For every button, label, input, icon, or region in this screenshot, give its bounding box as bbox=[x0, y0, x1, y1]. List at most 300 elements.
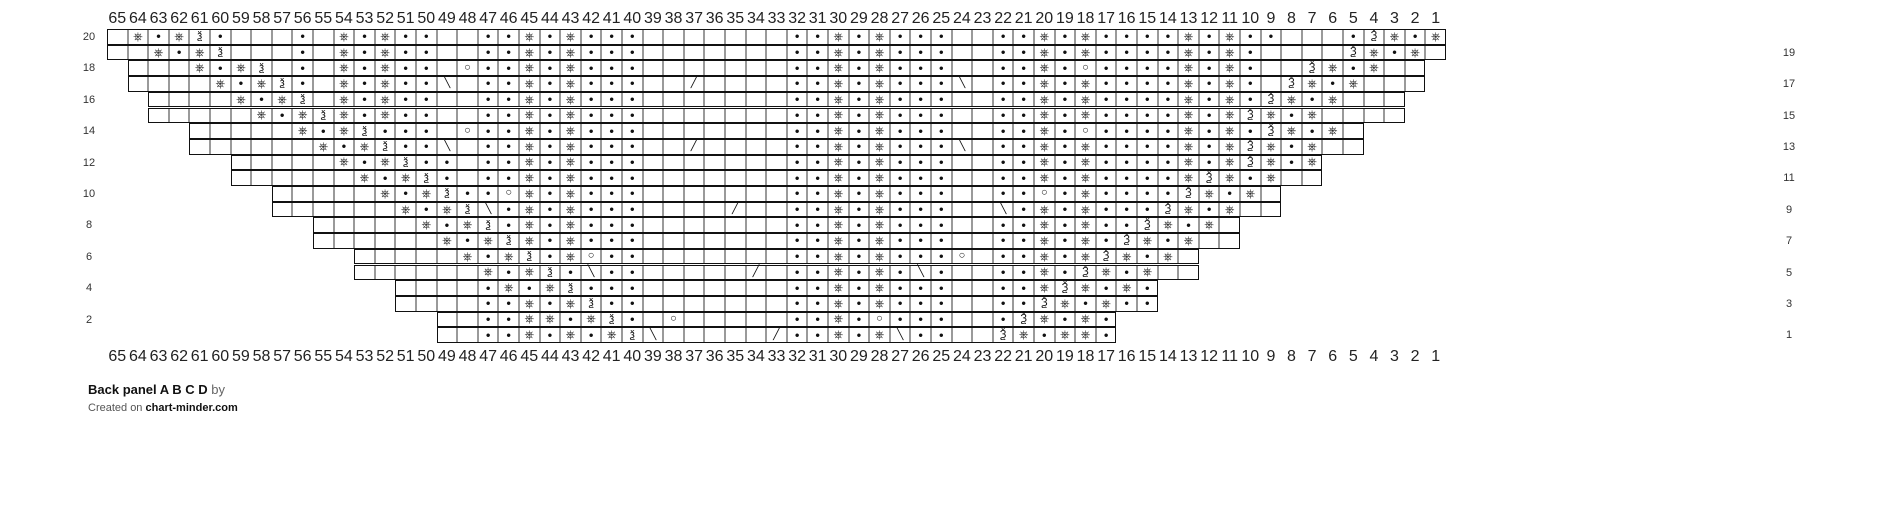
chart-cell[interactable] bbox=[354, 29, 375, 45]
chart-cell[interactable] bbox=[931, 327, 952, 343]
chart-cell[interactable] bbox=[993, 186, 1014, 202]
chart-cell[interactable] bbox=[251, 123, 272, 139]
chart-cell[interactable] bbox=[807, 155, 828, 171]
chart-cell[interactable] bbox=[478, 217, 499, 233]
chart-cell[interactable] bbox=[869, 312, 890, 328]
chart-cell[interactable] bbox=[540, 139, 561, 155]
chart-cell[interactable] bbox=[725, 76, 746, 92]
chart-cell[interactable] bbox=[993, 139, 1014, 155]
chart-cell[interactable] bbox=[622, 108, 643, 124]
chart-cell[interactable] bbox=[560, 139, 581, 155]
chart-cell[interactable] bbox=[395, 45, 416, 61]
chart-cell[interactable] bbox=[540, 233, 561, 249]
chart-cell[interactable] bbox=[807, 217, 828, 233]
chart-cell[interactable] bbox=[540, 45, 561, 61]
chart-cell[interactable] bbox=[1322, 60, 1343, 76]
chart-cell[interactable] bbox=[890, 155, 911, 171]
chart-cell[interactable] bbox=[1281, 92, 1302, 108]
chart-cell[interactable] bbox=[292, 108, 313, 124]
chart-cell[interactable] bbox=[993, 60, 1014, 76]
chart-cell[interactable] bbox=[1055, 92, 1076, 108]
chart-cell[interactable] bbox=[993, 170, 1014, 186]
chart-cell[interactable] bbox=[828, 249, 849, 265]
chart-cell[interactable] bbox=[725, 249, 746, 265]
chart-cell[interactable] bbox=[498, 217, 519, 233]
chart-cell[interactable] bbox=[375, 139, 396, 155]
chart-cell[interactable] bbox=[1137, 296, 1158, 312]
chart-cell[interactable] bbox=[1261, 92, 1282, 108]
chart-cell[interactable] bbox=[1096, 139, 1117, 155]
chart-cell[interactable] bbox=[1281, 139, 1302, 155]
chart-cell[interactable] bbox=[272, 202, 293, 218]
chart-cell[interactable] bbox=[910, 29, 931, 45]
chart-cell[interactable] bbox=[663, 233, 684, 249]
chart-cell[interactable] bbox=[766, 233, 787, 249]
chart-cell[interactable] bbox=[1055, 233, 1076, 249]
chart-cell[interactable] bbox=[1240, 108, 1261, 124]
chart-cell[interactable] bbox=[334, 170, 355, 186]
chart-cell[interactable] bbox=[972, 108, 993, 124]
chart-cell[interactable] bbox=[519, 29, 540, 45]
chart-cell[interactable] bbox=[1013, 186, 1034, 202]
chart-cell[interactable] bbox=[1240, 60, 1261, 76]
chart-cell[interactable] bbox=[581, 139, 602, 155]
chart-cell[interactable] bbox=[272, 60, 293, 76]
chart-cell[interactable] bbox=[189, 92, 210, 108]
chart-cell[interactable] bbox=[622, 45, 643, 61]
chart-cell[interactable] bbox=[952, 233, 973, 249]
chart-cell[interactable] bbox=[540, 280, 561, 296]
chart-cell[interactable] bbox=[519, 233, 540, 249]
chart-cell[interactable] bbox=[766, 76, 787, 92]
chart-cell[interactable] bbox=[334, 29, 355, 45]
chart-cell[interactable] bbox=[169, 29, 190, 45]
chart-cell[interactable] bbox=[746, 76, 767, 92]
chart-cell[interactable] bbox=[766, 108, 787, 124]
chart-cell[interactable] bbox=[704, 123, 725, 139]
chart-cell[interactable] bbox=[807, 92, 828, 108]
chart-cell[interactable] bbox=[601, 296, 622, 312]
chart-cell[interactable] bbox=[334, 155, 355, 171]
chart-cell[interactable] bbox=[643, 233, 664, 249]
chart-cell[interactable] bbox=[313, 186, 334, 202]
chart-cell[interactable] bbox=[1343, 60, 1364, 76]
chart-cell[interactable] bbox=[1075, 296, 1096, 312]
chart-cell[interactable] bbox=[334, 92, 355, 108]
chart-cell[interactable] bbox=[560, 45, 581, 61]
chart-cell[interactable] bbox=[519, 265, 540, 281]
chart-cell[interactable] bbox=[828, 76, 849, 92]
chart-cell[interactable] bbox=[828, 29, 849, 45]
chart-cell[interactable] bbox=[1343, 76, 1364, 92]
chart-cell[interactable] bbox=[1364, 45, 1385, 61]
chart-cell[interactable] bbox=[869, 233, 890, 249]
chart-cell[interactable] bbox=[787, 108, 808, 124]
chart-cell[interactable] bbox=[1013, 296, 1034, 312]
chart-cell[interactable] bbox=[1075, 123, 1096, 139]
chart-cell[interactable] bbox=[292, 170, 313, 186]
chart-cell[interactable] bbox=[684, 170, 705, 186]
chart-cell[interactable] bbox=[849, 170, 870, 186]
chart-cell[interactable] bbox=[1096, 296, 1117, 312]
chart-cell[interactable] bbox=[828, 327, 849, 343]
chart-cell[interactable] bbox=[334, 45, 355, 61]
chart-cell[interactable] bbox=[1178, 45, 1199, 61]
chart-cell[interactable] bbox=[457, 92, 478, 108]
chart-cell[interactable] bbox=[849, 29, 870, 45]
chart-cell[interactable] bbox=[601, 202, 622, 218]
chart-cell[interactable] bbox=[1199, 45, 1220, 61]
chart-cell[interactable] bbox=[437, 108, 458, 124]
chart-cell[interactable] bbox=[1055, 249, 1076, 265]
chart-cell[interactable] bbox=[478, 45, 499, 61]
chart-cell[interactable] bbox=[910, 280, 931, 296]
chart-cell[interactable] bbox=[395, 265, 416, 281]
chart-cell[interactable] bbox=[1178, 217, 1199, 233]
chart-cell[interactable] bbox=[910, 60, 931, 76]
chart-cell[interactable] bbox=[1116, 29, 1137, 45]
chart-cell[interactable] bbox=[787, 123, 808, 139]
chart-cell[interactable] bbox=[437, 312, 458, 328]
chart-cell[interactable] bbox=[643, 312, 664, 328]
chart-cell[interactable] bbox=[1116, 186, 1137, 202]
chart-cell[interactable] bbox=[169, 108, 190, 124]
chart-cell[interactable] bbox=[581, 60, 602, 76]
chart-cell[interactable] bbox=[952, 186, 973, 202]
chart-cell[interactable] bbox=[725, 327, 746, 343]
chart-cell[interactable] bbox=[581, 249, 602, 265]
chart-cell[interactable] bbox=[1158, 60, 1179, 76]
chart-cell[interactable] bbox=[272, 186, 293, 202]
chart-cell[interactable] bbox=[1261, 186, 1282, 202]
chart-cell[interactable] bbox=[869, 139, 890, 155]
chart-cell[interactable] bbox=[1055, 29, 1076, 45]
chart-cell[interactable] bbox=[869, 123, 890, 139]
chart-cell[interactable] bbox=[663, 60, 684, 76]
chart-cell[interactable] bbox=[807, 186, 828, 202]
chart-cell[interactable] bbox=[910, 312, 931, 328]
chart-cell[interactable] bbox=[1075, 233, 1096, 249]
chart-cell[interactable] bbox=[210, 60, 231, 76]
chart-cell[interactable] bbox=[1343, 123, 1364, 139]
chart-cell[interactable] bbox=[787, 170, 808, 186]
chart-cell[interactable] bbox=[107, 45, 128, 61]
chart-cell[interactable] bbox=[684, 312, 705, 328]
chart-cell[interactable] bbox=[457, 45, 478, 61]
chart-cell[interactable] bbox=[560, 249, 581, 265]
chart-cell[interactable] bbox=[272, 170, 293, 186]
chart-cell[interactable] bbox=[478, 92, 499, 108]
chart-cell[interactable] bbox=[622, 312, 643, 328]
chart-cell[interactable] bbox=[684, 123, 705, 139]
chart-cell[interactable] bbox=[313, 45, 334, 61]
chart-cell[interactable] bbox=[560, 186, 581, 202]
chart-cell[interactable] bbox=[1013, 92, 1034, 108]
chart-cell[interactable] bbox=[581, 170, 602, 186]
chart-cell[interactable] bbox=[684, 108, 705, 124]
chart-cell[interactable] bbox=[1013, 233, 1034, 249]
chart-cell[interactable] bbox=[1055, 296, 1076, 312]
chart-cell[interactable] bbox=[581, 296, 602, 312]
chart-cell[interactable] bbox=[540, 327, 561, 343]
chart-cell[interactable] bbox=[849, 327, 870, 343]
chart-cell[interactable] bbox=[684, 327, 705, 343]
chart-cell[interactable] bbox=[313, 139, 334, 155]
chart-cell[interactable] bbox=[540, 202, 561, 218]
chart-cell[interactable] bbox=[1055, 217, 1076, 233]
chart-cell[interactable] bbox=[910, 327, 931, 343]
chart-cell[interactable] bbox=[849, 217, 870, 233]
chart-cell[interactable] bbox=[1116, 45, 1137, 61]
chart-cell[interactable] bbox=[457, 249, 478, 265]
chart-cell[interactable] bbox=[787, 155, 808, 171]
chart-cell[interactable] bbox=[643, 108, 664, 124]
chart-cell[interactable] bbox=[395, 92, 416, 108]
chart-cell[interactable] bbox=[457, 312, 478, 328]
chart-cell[interactable] bbox=[622, 217, 643, 233]
chart-cell[interactable] bbox=[1384, 76, 1405, 92]
chart-cell[interactable] bbox=[437, 76, 458, 92]
chart-cell[interactable] bbox=[292, 60, 313, 76]
chart-cell[interactable] bbox=[231, 155, 252, 171]
chart-cell[interactable] bbox=[725, 280, 746, 296]
chart-cell[interactable] bbox=[890, 76, 911, 92]
chart-cell[interactable] bbox=[498, 312, 519, 328]
chart-cell[interactable] bbox=[498, 123, 519, 139]
chart-cell[interactable] bbox=[1240, 123, 1261, 139]
chart-cell[interactable] bbox=[1364, 76, 1385, 92]
chart-cell[interactable] bbox=[1199, 139, 1220, 155]
chart-cell[interactable] bbox=[910, 202, 931, 218]
chart-cell[interactable] bbox=[684, 155, 705, 171]
chart-cell[interactable] bbox=[457, 233, 478, 249]
chart-cell[interactable] bbox=[1158, 139, 1179, 155]
chart-cell[interactable] bbox=[952, 265, 973, 281]
chart-cell[interactable] bbox=[1178, 108, 1199, 124]
chart-cell[interactable] bbox=[148, 108, 169, 124]
chart-cell[interactable] bbox=[1199, 108, 1220, 124]
chart-cell[interactable] bbox=[849, 280, 870, 296]
chart-cell[interactable] bbox=[890, 233, 911, 249]
chart-cell[interactable] bbox=[1281, 45, 1302, 61]
chart-cell[interactable] bbox=[601, 155, 622, 171]
chart-cell[interactable] bbox=[581, 108, 602, 124]
chart-cell[interactable] bbox=[354, 45, 375, 61]
chart-cell[interactable] bbox=[1096, 45, 1117, 61]
chart-cell[interactable] bbox=[746, 108, 767, 124]
chart-cell[interactable] bbox=[1158, 92, 1179, 108]
chart-cell[interactable] bbox=[931, 76, 952, 92]
chart-cell[interactable] bbox=[1158, 123, 1179, 139]
chart-cell[interactable] bbox=[766, 265, 787, 281]
chart-cell[interactable] bbox=[1322, 76, 1343, 92]
chart-cell[interactable] bbox=[1281, 76, 1302, 92]
chart-cell[interactable] bbox=[560, 123, 581, 139]
chart-cell[interactable] bbox=[581, 155, 602, 171]
chart-cell[interactable] bbox=[869, 296, 890, 312]
chart-cell[interactable] bbox=[395, 108, 416, 124]
chart-cell[interactable] bbox=[1055, 312, 1076, 328]
chart-cell[interactable] bbox=[910, 170, 931, 186]
chart-cell[interactable] bbox=[1116, 296, 1137, 312]
chart-cell[interactable] bbox=[437, 139, 458, 155]
chart-cell[interactable] bbox=[787, 139, 808, 155]
chart-cell[interactable] bbox=[972, 233, 993, 249]
chart-cell[interactable] bbox=[1013, 45, 1034, 61]
chart-cell[interactable] bbox=[1034, 249, 1055, 265]
chart-cell[interactable] bbox=[375, 265, 396, 281]
chart-cell[interactable] bbox=[478, 155, 499, 171]
chart-cell[interactable] bbox=[1137, 170, 1158, 186]
chart-cell[interactable] bbox=[849, 60, 870, 76]
chart-cell[interactable] bbox=[1116, 202, 1137, 218]
chart-cell[interactable] bbox=[1034, 217, 1055, 233]
chart-cell[interactable] bbox=[725, 296, 746, 312]
chart-cell[interactable] bbox=[890, 92, 911, 108]
chart-cell[interactable] bbox=[746, 233, 767, 249]
chart-cell[interactable] bbox=[1137, 265, 1158, 281]
chart-cell[interactable] bbox=[498, 139, 519, 155]
chart-cell[interactable] bbox=[457, 280, 478, 296]
chart-cell[interactable] bbox=[1240, 76, 1261, 92]
chart-cell[interactable] bbox=[1096, 29, 1117, 45]
chart-cell[interactable] bbox=[1075, 76, 1096, 92]
chart-cell[interactable] bbox=[972, 45, 993, 61]
chart-cell[interactable] bbox=[746, 265, 767, 281]
chart-cell[interactable] bbox=[560, 265, 581, 281]
chart-cell[interactable] bbox=[622, 249, 643, 265]
chart-cell[interactable] bbox=[869, 280, 890, 296]
chart-cell[interactable] bbox=[189, 108, 210, 124]
chart-cell[interactable] bbox=[375, 170, 396, 186]
chart-cell[interactable] bbox=[395, 60, 416, 76]
chart-cell[interactable] bbox=[869, 170, 890, 186]
chart-cell[interactable] bbox=[313, 123, 334, 139]
chart-cell[interactable] bbox=[1219, 108, 1240, 124]
chart-cell[interactable] bbox=[395, 233, 416, 249]
chart-cell[interactable] bbox=[931, 45, 952, 61]
chart-cell[interactable] bbox=[231, 123, 252, 139]
chart-cell[interactable] bbox=[540, 296, 561, 312]
chart-cell[interactable] bbox=[1178, 265, 1199, 281]
chart-cell[interactable] bbox=[643, 76, 664, 92]
chart-cell[interactable] bbox=[1013, 60, 1034, 76]
chart-cell[interactable] bbox=[952, 123, 973, 139]
chart-cell[interactable] bbox=[746, 139, 767, 155]
chart-cell[interactable] bbox=[416, 217, 437, 233]
chart-cell[interactable] bbox=[1013, 202, 1034, 218]
chart-cell[interactable] bbox=[128, 60, 149, 76]
chart-cell[interactable] bbox=[1158, 249, 1179, 265]
chart-cell[interactable] bbox=[952, 92, 973, 108]
chart-cell[interactable] bbox=[313, 29, 334, 45]
chart-cell[interactable] bbox=[1096, 76, 1117, 92]
chart-cell[interactable] bbox=[1137, 202, 1158, 218]
chart-cell[interactable] bbox=[1158, 155, 1179, 171]
chart-cell[interactable] bbox=[807, 76, 828, 92]
chart-cell[interactable] bbox=[869, 265, 890, 281]
chart-cell[interactable] bbox=[890, 29, 911, 45]
chart-cell[interactable] bbox=[1096, 186, 1117, 202]
chart-cell[interactable] bbox=[272, 155, 293, 171]
chart-cell[interactable] bbox=[993, 249, 1014, 265]
chart-cell[interactable] bbox=[643, 45, 664, 61]
chart-cell[interactable] bbox=[849, 233, 870, 249]
chart-cell[interactable] bbox=[601, 170, 622, 186]
chart-cell[interactable] bbox=[622, 280, 643, 296]
chart-cell[interactable] bbox=[725, 202, 746, 218]
chart-cell[interactable] bbox=[1322, 92, 1343, 108]
chart-cell[interactable] bbox=[787, 249, 808, 265]
chart-cell[interactable] bbox=[890, 202, 911, 218]
chart-cell[interactable] bbox=[684, 233, 705, 249]
chart-cell[interactable] bbox=[1013, 170, 1034, 186]
chart-cell[interactable] bbox=[1158, 29, 1179, 45]
chart-cell[interactable] bbox=[437, 45, 458, 61]
chart-cell[interactable] bbox=[354, 233, 375, 249]
chart-cell[interactable] bbox=[622, 296, 643, 312]
chart-cell[interactable] bbox=[1034, 123, 1055, 139]
chart-cell[interactable] bbox=[787, 312, 808, 328]
chart-cell[interactable] bbox=[334, 233, 355, 249]
chart-cell[interactable] bbox=[972, 139, 993, 155]
chart-cell[interactable] bbox=[1364, 108, 1385, 124]
chart-cell[interactable] bbox=[663, 123, 684, 139]
chart-cell[interactable] bbox=[704, 186, 725, 202]
chart-cell[interactable] bbox=[457, 186, 478, 202]
chart-cell[interactable] bbox=[910, 123, 931, 139]
chart-cell[interactable] bbox=[292, 92, 313, 108]
chart-cell[interactable] bbox=[993, 265, 1014, 281]
chart-cell[interactable] bbox=[457, 29, 478, 45]
chart-cell[interactable] bbox=[601, 29, 622, 45]
chart-cell[interactable] bbox=[1343, 45, 1364, 61]
chart-cell[interactable] bbox=[498, 76, 519, 92]
chart-cell[interactable] bbox=[910, 296, 931, 312]
chart-cell[interactable] bbox=[1034, 296, 1055, 312]
chart-cell[interactable] bbox=[746, 170, 767, 186]
chart-cell[interactable] bbox=[1013, 217, 1034, 233]
chart-cell[interactable] bbox=[1013, 155, 1034, 171]
chart-cell[interactable] bbox=[478, 202, 499, 218]
chart-cell[interactable] bbox=[684, 202, 705, 218]
chart-cell[interactable] bbox=[354, 202, 375, 218]
chart-cell[interactable] bbox=[1096, 60, 1117, 76]
chart-cell[interactable] bbox=[746, 217, 767, 233]
chart-cell[interactable] bbox=[766, 217, 787, 233]
chart-cell[interactable] bbox=[890, 108, 911, 124]
chart-cell[interactable] bbox=[581, 92, 602, 108]
chart-cell[interactable] bbox=[437, 123, 458, 139]
chart-cell[interactable] bbox=[1055, 170, 1076, 186]
chart-cell[interactable] bbox=[1055, 327, 1076, 343]
chart-cell[interactable] bbox=[1137, 108, 1158, 124]
chart-cell[interactable] bbox=[807, 280, 828, 296]
chart-cell[interactable] bbox=[1075, 45, 1096, 61]
chart-cell[interactable] bbox=[1055, 108, 1076, 124]
chart-cell[interactable] bbox=[581, 233, 602, 249]
chart-cell[interactable] bbox=[540, 312, 561, 328]
chart-cell[interactable] bbox=[1137, 45, 1158, 61]
chart-cell[interactable] bbox=[416, 123, 437, 139]
chart-cell[interactable] bbox=[416, 280, 437, 296]
chart-cell[interactable] bbox=[931, 108, 952, 124]
chart-cell[interactable] bbox=[210, 139, 231, 155]
chart-cell[interactable] bbox=[395, 139, 416, 155]
chart-cell[interactable] bbox=[437, 29, 458, 45]
chart-cell[interactable] bbox=[787, 296, 808, 312]
chart-cell[interactable] bbox=[725, 217, 746, 233]
